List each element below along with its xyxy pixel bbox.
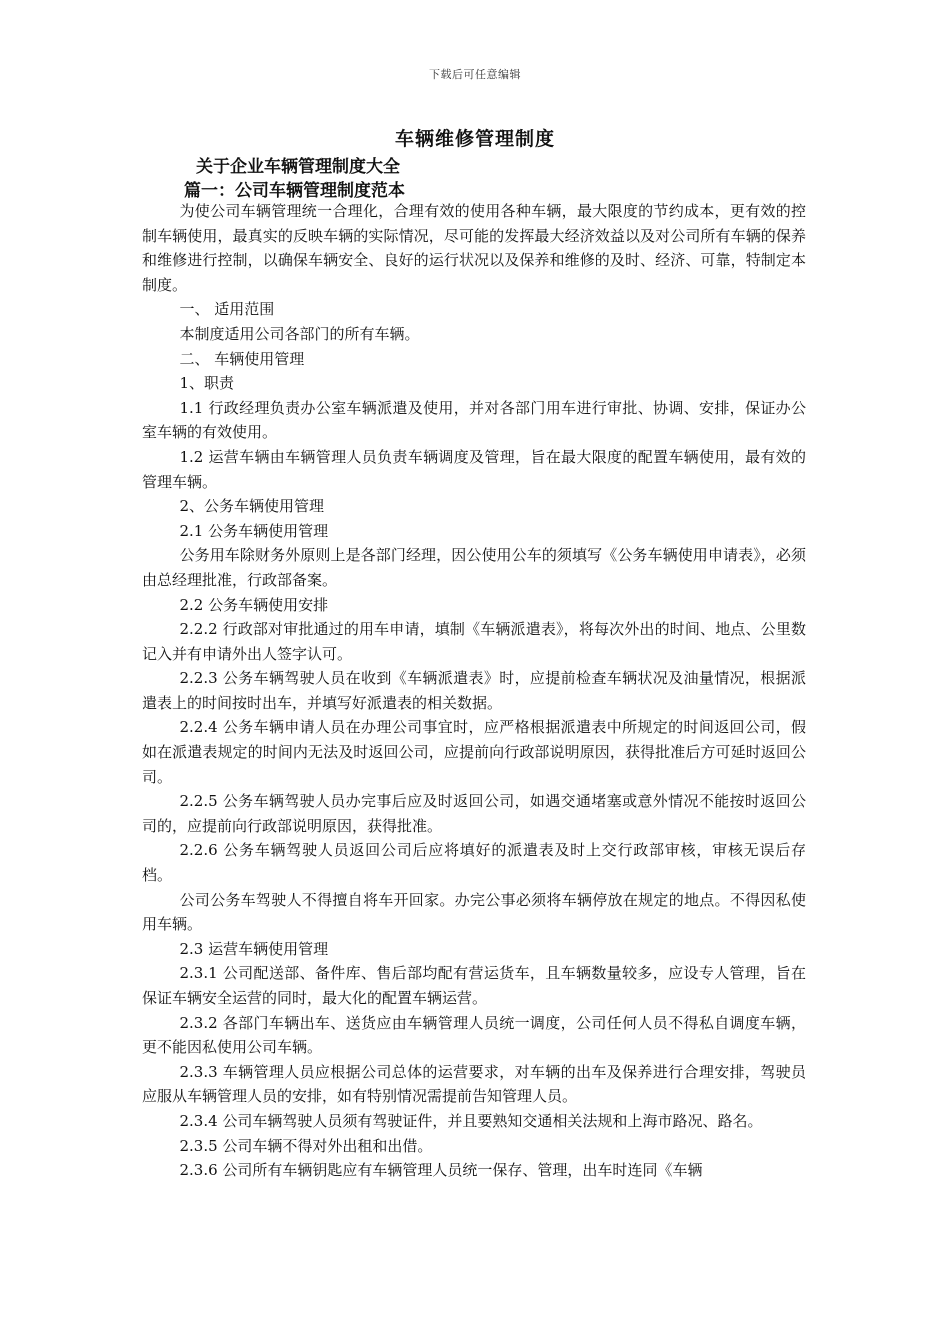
paragraph: 1.2 运营车辆由车辆管理人员负责车辆调度及管理，旨在最大限度的配置车辆使用，最有效的管理车辆。 <box>142 447 806 491</box>
paragraph: 2.3.6 公司所有车辆钥匙应有车辆管理人员统一保存、管理，出车时连同《车辆 <box>179 1161 703 1180</box>
paragraph: 二、 车辆使用管理 <box>179 349 305 368</box>
paragraph: 2、公务车辆使用管理 <box>179 497 325 516</box>
paragraph: 2.3.3 车辆管理人员应根据公司总体的运营要求，对车辆的出车及保养进行合理安排，驾驶员应服从车辆管理人员的安排，如有特别情况需提前告知管理人员。 <box>142 1062 806 1106</box>
paragraph: 2.1 公务车辆使用管理 <box>179 521 329 540</box>
paragraph: 1.1 行政经理负责办公室车辆派遣及使用，并对各部门用车进行审批、协调、安排，保证办公室车辆的有效使用。 <box>142 398 806 442</box>
paragraph: 2.3.2 各部门车辆出车、送货应由车辆管理人员统一调度，公司任何人员不得私自调度车辆，更不能因私使用公司车辆。 <box>142 1013 806 1057</box>
paragraph: 2.2.3 公务车辆驾驶人员在收到《车辆派遣表》时，应提前检查车辆状况及油量情况，根据派遣表上的时间按时出车，并填写好派遣表的相关数据。 <box>142 669 806 712</box>
paragraph: 2.3.4 公司车辆驾驶人员须有驾驶证件，并且要熟知交通相关法规和上海市路况、路名。 <box>179 1111 763 1130</box>
paragraph: 公司公务车驾驶人不得擅自将车开回家。办完公事必须将车辆停放在规定的地点。不得因私使用车辆。 <box>142 890 806 934</box>
document-subtitle: 关于企业车辆管理制度大全 <box>196 157 400 177</box>
section-title: 篇一：公司车辆管理制度范本 <box>184 181 405 201</box>
paragraph: 2.3.1 公司配送部、备件库、售后部均配有营运货车，且车辆数量较多，应设专人管理，旨在保证车辆安全运营的同时，最大化的配置车辆运营。 <box>142 964 806 1007</box>
paragraph: 2.2.5 公务车辆驾驶人员办完事后应及时返回公司，如遇交通堵塞或意外情况不能按时返回公司的，应提前向行政部说明原因，获得批准。 <box>142 792 806 835</box>
paragraph: 2.3.5 公司车辆不得对外出租和出借。 <box>179 1136 433 1155</box>
paragraph: 本制度适用公司各部门的所有车辆。 <box>179 324 420 343</box>
paragraph: 2.2.4 公务车辆申请人员在办理公司事宜时，应严格根据派遣表中所规定的时间返回公司，假如在派遣表规定的时间内无法及时返回公司，应提前向行政部说明原因，获得批准后方可延时返回公司。 <box>142 718 806 786</box>
paragraph: 为使公司车辆管理统一合理化，合理有效的使用各种车辆，最大限度的节约成本，更有效的控制车辆使用，最真实的反映车辆的实际情况，尽可能的发挥最大经济效益以及对公司所有车辆的保养和维修进行控制，以确保车辆安全、良好的运行状况以及保养和维修的及时、经济、可靠，特制定本制度。 <box>142 202 806 294</box>
paragraph: 一、 适用范围 <box>179 300 275 319</box>
paragraph: 2.2 公务车辆使用安排 <box>179 595 329 614</box>
paragraph: 2.3 运营车辆使用管理 <box>179 939 329 958</box>
paragraph: 2.2.2 行政部对审批通过的用车申请，填制《车辆派遣表》，将每次外出的时间、地点、公里数记入并有申请外出人签字认可。 <box>142 620 806 663</box>
body-text <box>142 199 806 1183</box>
paragraph: 公务用车除财务外原则上是各部门经理，因公使用公车的须填写《公务车辆使用申请表》，必须由总经理批准，行政部备案。 <box>142 546 806 589</box>
header-note: 下载后可任意编辑 <box>429 68 521 81</box>
paragraph: 2.2.6 公务车辆驾驶人员返回公司后应将填好的派遣表及时上交行政部审核，审核无误后存档。 <box>142 841 806 885</box>
paragraph: 1、职责 <box>179 374 235 393</box>
document-title: 车辆维修管理制度 <box>394 128 555 150</box>
